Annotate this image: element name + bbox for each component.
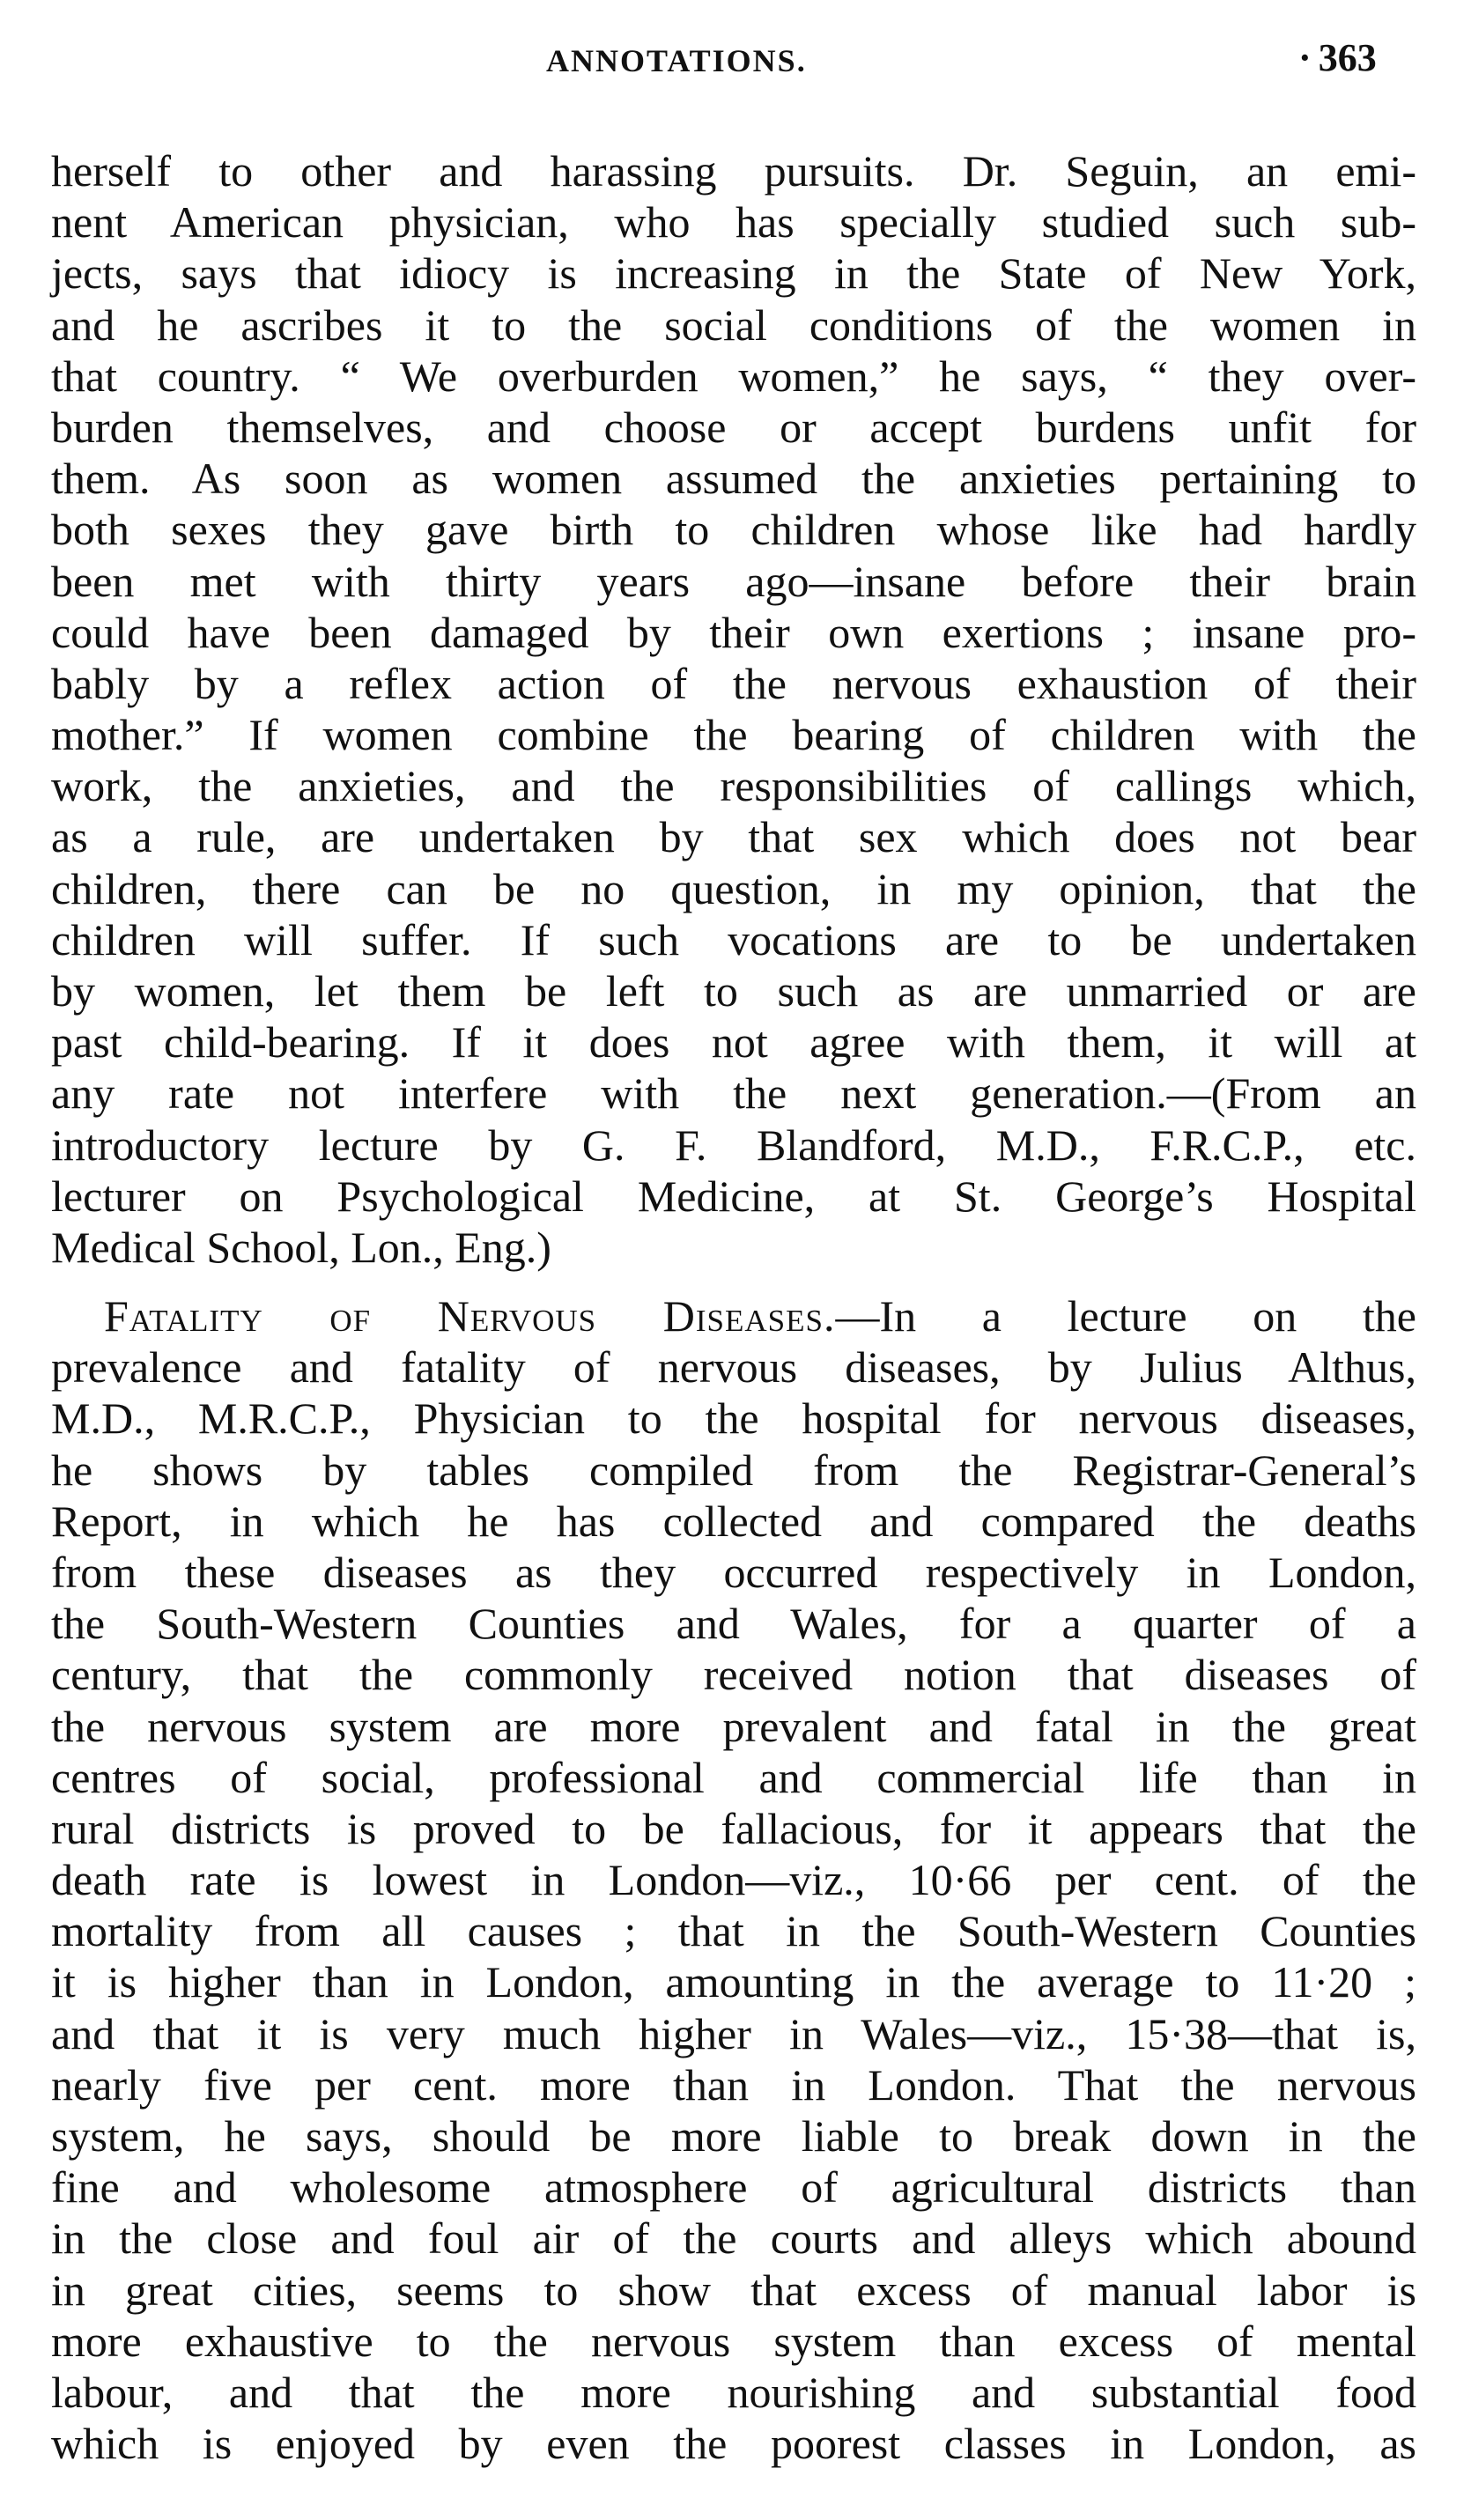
text-line: fine and wholesome atmosphere of agricultural districts than bbox=[51, 2162, 1416, 2213]
text-line: he shows by tables compiled from the Registrar-General’s bbox=[51, 1445, 1416, 1495]
page-number bbox=[1298, 35, 1377, 80]
text-line: prevalence and fatality of nervous diseases, by Julius Althus, bbox=[51, 1342, 1416, 1393]
text-line: lecturer on Psychological Medicine, at St. George’s Hospital bbox=[51, 1171, 1416, 1221]
text-line: as a rule, are undertaken by that sex which does not bear bbox=[51, 812, 1416, 862]
first-line-text: —In a lecture on the bbox=[835, 1291, 1417, 1341]
text-line: rural districts is proved to be fallacious, for it appears that the bbox=[51, 1803, 1416, 1853]
text-line: M.D., M.R.C.P., Physician to the hospital for nervous diseases, bbox=[51, 1393, 1416, 1444]
text-line: more exhaustive to the nervous system than excess of mental bbox=[51, 2316, 1416, 2366]
text-line: mother.” If women combine the bearing of children with the bbox=[51, 710, 1416, 760]
page-number-prefix: · bbox=[1298, 36, 1312, 79]
text-line: bably by a reflex action of the nervous exhaustion of their bbox=[51, 658, 1416, 708]
text-line: in the close and foul air of the courts and alleys which abound bbox=[51, 2213, 1416, 2264]
page-number-value: 363 bbox=[1318, 36, 1377, 79]
text-line: from these diseases as they occurred respectively in London, bbox=[51, 1547, 1416, 1597]
text-line: labour, and that the more nourishing and substantial food bbox=[51, 2367, 1416, 2417]
text-line: any rate not interfere with the next generation.—(From an bbox=[51, 1068, 1416, 1119]
text-line: them. As soon as women assumed the anxieties pertaining to bbox=[51, 454, 1416, 504]
text-line: could have been damaged by their own exertions ; insane pro- bbox=[51, 607, 1416, 657]
text-line: the South-Western Counties and Wales, for a quarter of a bbox=[51, 1599, 1416, 1649]
section-heading: Fatality of Nervous Diseases. bbox=[104, 1291, 836, 1341]
text-line: children, there can be no question, in my opinion, that the bbox=[51, 863, 1416, 913]
text-line: nent American physician, who has specially studied such sub- bbox=[51, 197, 1416, 248]
text-line: century, that the commonly received notion that diseases of bbox=[51, 1650, 1416, 1700]
text-line: nearly five per cent. more than in London. That the nervous bbox=[51, 2059, 1416, 2110]
text-line: been met with thirty years ago—insane before their brain bbox=[51, 556, 1416, 606]
running-title: ANNOTATIONS. bbox=[546, 43, 807, 78]
text-line: work, the anxieties, and the responsibilities of callings which, bbox=[51, 761, 1416, 811]
text-line: past child-bearing. If it does not agree with them, it will at bbox=[51, 1017, 1416, 1068]
text-line: both sexes they gave birth to children whose like had hardly bbox=[51, 505, 1416, 555]
text-line: burden themselves, and choose or accept burdens unfit for bbox=[51, 402, 1416, 452]
text-line: death rate is lowest in London—viz., 10·66 per cent. of the bbox=[51, 1855, 1416, 1905]
text-line-first bbox=[51, 1290, 1416, 1341]
text-line: Medical School, Lon., Eng.) bbox=[51, 1222, 551, 1272]
text-line: that country. “ We overburden women,” he says, “ they over- bbox=[51, 351, 1416, 401]
text-line: introductory lecture by G. F. Blandford, M.D., F.R.C.P., etc. bbox=[51, 1120, 1416, 1170]
text-line: the nervous system are more prevalent and fatal in the great bbox=[51, 1701, 1416, 1751]
text-line: jects, says that idiocy is increasing in the State of New York, bbox=[51, 248, 1416, 299]
paragraph-seguin bbox=[51, 145, 1416, 1273]
text-line: by women, let them be left to such as are unmarried or are bbox=[51, 966, 1416, 1016]
text-line: and he ascribes it to the social conditions of the women in bbox=[51, 299, 1416, 350]
text-line: and that it is very much higher in Wales—viz., 15·38—that is, bbox=[51, 2008, 1416, 2058]
text-line: which is enjoyed by even the poorest classes in London, as bbox=[51, 2419, 1416, 2469]
text-line: Report, in which he has collected and compared the deaths bbox=[51, 1496, 1416, 1546]
text-line: in great cities, seems to show that excess of manual labor is bbox=[51, 2265, 1416, 2315]
text-line: system, he says, should be more liable to break down in the bbox=[51, 2111, 1416, 2161]
text-line: herself to other and harassing pursuits. Dr. Seguin, an emi- bbox=[51, 146, 1416, 196]
text-line: mortality from all causes ; that in the South-Western Counties bbox=[51, 1906, 1416, 1956]
running-header bbox=[0, 36, 1471, 95]
text-line: children will suffer. If such vocations are to be undertaken bbox=[51, 914, 1416, 964]
text-line: it is higher than in London, amounting in the average to 11·20 ; bbox=[51, 1957, 1416, 2007]
text-line: centres of social, professional and commercial life than in bbox=[51, 1752, 1416, 1802]
paragraph-nervous-diseases bbox=[51, 1290, 1416, 2469]
